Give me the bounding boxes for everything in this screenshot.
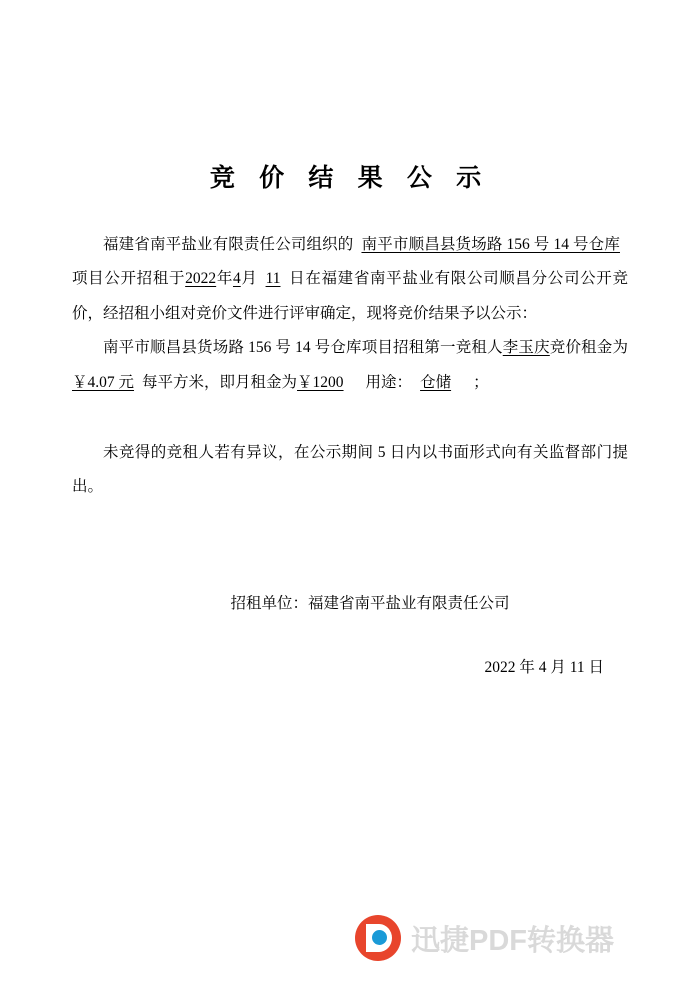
- para1-year-unit: 年: [216, 270, 233, 288]
- para2-part1: 南平市顺昌县货场路 156 号 14 号仓库项目招租第一竞租人: [103, 339, 503, 357]
- para2-monthly-price: ￥1200: [297, 373, 344, 391]
- para1-lead: 福建省南平盐业有限责任公司组织的: [103, 236, 354, 253]
- para2-end: ；: [473, 373, 489, 391]
- para1-project: 南平市顺昌县货场路 156 号 14 号仓库: [361, 236, 620, 253]
- para2-usage: 仓储: [420, 373, 452, 391]
- document-body: [72, 228, 628, 505]
- para1-day: 11: [265, 270, 281, 288]
- para1-mid: 项目公开招租于: [72, 270, 186, 288]
- circle-arrow-logo-icon: [355, 915, 401, 961]
- page-title: 竞 价 结 果 公 示: [209, 165, 491, 192]
- para2-unit-price: ￥4.07 元: [72, 373, 135, 391]
- date-line: 2022 年 4 月 11 日: [484, 658, 604, 676]
- paragraph-objection: 未竞得的竞租人若有异议，在公示期间 5 日内以书面形式向有关监督部门提出。: [72, 444, 628, 496]
- para1-month: 4: [232, 270, 241, 288]
- watermark-label: 迅捷PDF转换器: [411, 924, 615, 957]
- para2-part4: 用途：: [365, 373, 413, 391]
- para2-part2: 竞价租金为: [549, 339, 628, 357]
- para1-tail: 盐业有限公司顺昌分公司公开竞价，经招租小组对竞价文件进行评审确定，现将竞价结果予以公示：: [72, 270, 628, 322]
- para2-bidder: 李玉庆: [502, 339, 550, 357]
- paragraph-result: [72, 331, 628, 400]
- watermark: [355, 915, 614, 961]
- para2-part3: 每平方米，即月租金为: [142, 373, 298, 391]
- signer-line: 招租单位：福建省南平盐业有限责任公司: [230, 594, 510, 612]
- para1-year: 2022: [185, 270, 217, 288]
- para1-month-unit: 月: [240, 270, 258, 288]
- para1-day-unit: 日在福建省南平: [288, 270, 403, 288]
- paragraph-announcement: [72, 228, 628, 331]
